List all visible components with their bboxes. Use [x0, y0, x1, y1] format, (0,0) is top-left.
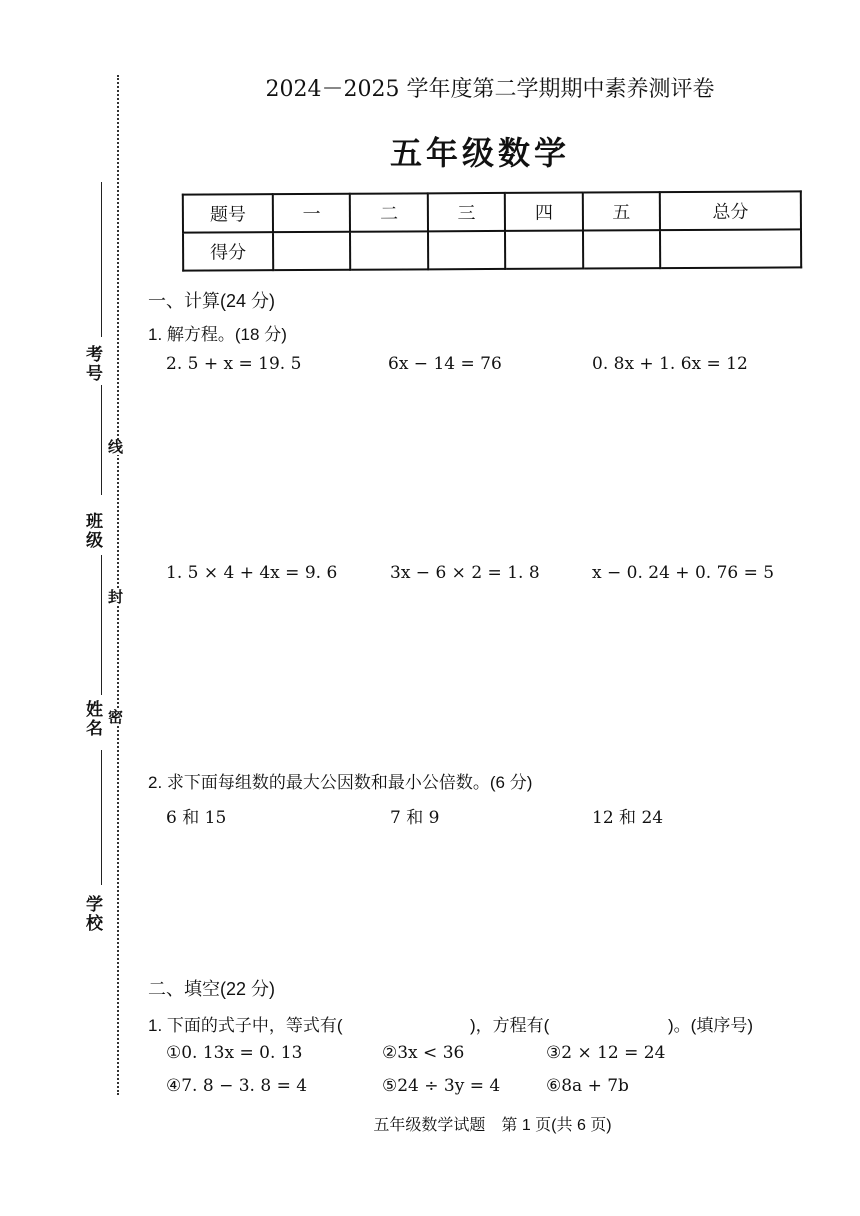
score-table-score-row	[183, 229, 801, 270]
number-pair-2: 7 和 9	[390, 808, 440, 828]
score-blank-5[interactable]	[583, 230, 661, 268]
score-blank-3[interactable]	[428, 231, 506, 269]
score-cell-label: 题号	[183, 194, 273, 232]
equation-1: 2. 5 + x = 19. 5	[166, 354, 302, 374]
score-blank-4[interactable]	[505, 231, 583, 269]
name-label: 姓名	[82, 700, 102, 738]
class-label: 班级	[82, 512, 102, 550]
section1-q1-title: 1. 解方程。(18 分)	[148, 325, 287, 344]
option-4: ④7. 8 − 3. 8 = 4	[166, 1076, 308, 1096]
class-line	[101, 385, 102, 495]
score-cell-q2: 二	[350, 193, 428, 231]
option-1: ①0. 13x = 0. 13	[166, 1043, 303, 1063]
score-table	[182, 190, 802, 271]
equation-5: 3x − 6 × 2 = 1. 8	[390, 563, 540, 583]
equation-3: 0. 8x + 1. 6x = 12	[592, 354, 748, 374]
exam-title: 五年级数学	[389, 134, 570, 172]
page-footer: 五年级数学试题 第 1 页(共 6 页)	[373, 1117, 612, 1134]
exam-subtitle: 2024－2025 学年度第二学期期中素养测评卷	[265, 77, 715, 102]
score-row-label: 得分	[183, 232, 273, 270]
exam-number-label: 考号	[82, 345, 102, 383]
equation-2: 6x − 14 = 76	[388, 354, 502, 374]
binding-dotted-line	[117, 75, 119, 1095]
score-cell-q3: 三	[428, 193, 506, 231]
number-pair-1: 6 和 15	[166, 808, 227, 828]
score-cell-q4: 四	[505, 193, 583, 231]
equation-4: 1. 5 × 4 + 4x = 9. 6	[166, 563, 338, 583]
option-2: ②3x < 36	[382, 1043, 465, 1063]
equation-6: x − 0. 24 + 0. 76 = 5	[592, 563, 775, 583]
score-cell-q1: 一	[273, 194, 351, 232]
section2-heading: 二、填空(22 分)	[148, 979, 276, 999]
seal-char-seal: 封	[108, 588, 124, 606]
score-cell-total: 总分	[660, 191, 801, 230]
seal-char-secret: 密	[108, 708, 124, 726]
score-table-header-row	[183, 191, 801, 232]
score-blank-1[interactable]	[273, 232, 351, 270]
score-blank-2[interactable]	[350, 231, 428, 269]
section1-q2-title: 2. 求下面每组数的最大公因数和最小公倍数。(6 分)	[148, 773, 533, 792]
section1-heading: 一、计算(24 分)	[148, 291, 276, 311]
name-line	[101, 555, 102, 695]
exam-number-line	[101, 182, 102, 337]
section2-q1-part2: )，方程有(	[470, 1016, 550, 1035]
score-blank-total[interactable]	[660, 229, 801, 268]
school-label: 学校	[82, 895, 102, 933]
section2-q1-part1: 1. 下面的式子中，等式有(	[148, 1016, 343, 1035]
section2-q1-part3: )。(填序号)	[668, 1016, 753, 1035]
school-line	[101, 750, 102, 885]
seal-char-line: 线	[108, 438, 124, 456]
option-5: ⑤24 ÷ 3y = 4	[382, 1076, 501, 1096]
number-pair-3: 12 和 24	[592, 808, 664, 828]
option-6: ⑥8a + 7b	[546, 1076, 629, 1096]
score-cell-q5: 五	[583, 192, 661, 230]
option-3: ③2 × 12 = 24	[546, 1043, 666, 1063]
